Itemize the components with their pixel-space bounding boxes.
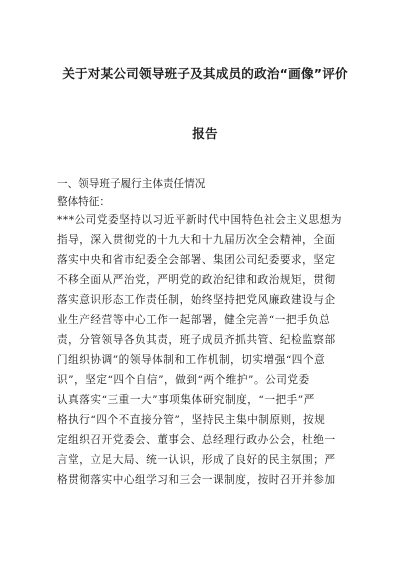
subheading: 整体特征：: [57, 196, 110, 208]
paragraph-line-13: 言堂，立足大局、统一认识，形成了良好的民主氛围；严: [57, 454, 336, 466]
section-heading: 一、领导班子履行主体责任情况: [57, 178, 206, 190]
paragraph-line-9: 识”，坚定“四个自信”，做到“两个维护”。公司党委: [57, 374, 310, 386]
paragraph-line-1: ***公司党委坚持以习近平新时代中国特色社会主义思想为: [57, 214, 342, 226]
paragraph-line-11: 格执行“四个不直接分管”，坚持民主集中制原则，按规: [57, 414, 326, 426]
document-title-line-1: 关于对某公司领导班子及其成员的政治“画像”评价: [62, 66, 348, 81]
paragraph-line-5: 落实意识形态工作责任制，始终坚持把党风廉政建设与企: [57, 294, 336, 306]
paragraph-line-4: 不移全面从严治党，严明党的政治纪律和政治规矩，贯彻: [57, 274, 336, 286]
document-title-line-2: 报告: [192, 126, 218, 141]
paragraph-line-6: 业生产经营等中心工作一起部署，健全完善“一把手负总: [57, 314, 331, 326]
paragraph-line-10: 认真落实“三重一大”事项集体研究制度，“一把手”严: [57, 394, 315, 406]
paragraph-line-7: 责，分管领导各负其责，班子成员齐抓共管、纪检监察部: [57, 334, 336, 346]
paragraph-line-8: 门组织协调”的领导体制和工作机制，切实增强“四个意: [57, 354, 326, 366]
paragraph-line-2: 指导，深入贯彻党的十九大和十九届历次全会精神，全面: [57, 234, 336, 246]
paragraph-line-3: 落实中央和省市纪委全会部署、集团公司纪委要求，坚定: [57, 254, 336, 266]
paragraph-line-14: 格贯彻落实中心组学习和三会一课制度，按时召开并参加: [57, 474, 336, 486]
paragraph-line-12: 定组织召开党委会、董事会、总经理行政办公会，杜绝一: [57, 434, 336, 446]
